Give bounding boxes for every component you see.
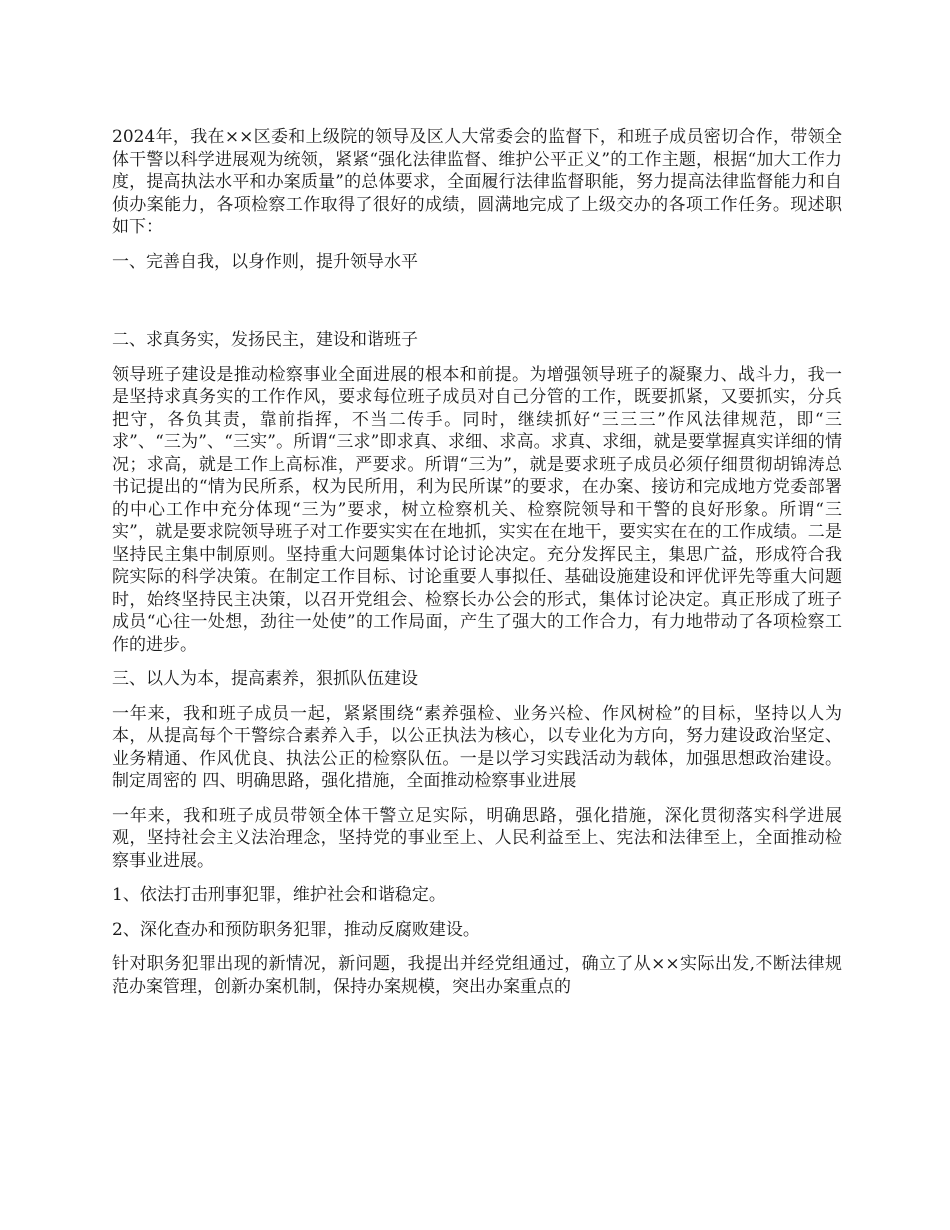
section-heading-1: 一、完善自我，以身作则，提升领导水平 (112, 251, 418, 272)
closing-paragraph: 针对职务犯罪出现的新情况，新问题，我提出并经党组通过，确立了从××实际出发,不断法律规范办案管理，创新办案机制，保持办案规模，突出办案重点的 (112, 954, 842, 997)
list-item-2: 2、深化查办和预防职务犯罪，推动反腐败建设。 (112, 919, 480, 940)
section-2-paragraph: 领导班子建设是推动检察事业全面进展的根本和前提。为增强领导班子的凝聚力、战斗力，我一是坚持求真务实的工作作风，要求每位班子成员对自己分管的工作，既要抓紧，又要抓实，分兵把守，各负其责，靠前指挥，不当二传手。同时，继续抓好“三三三”作风法律规范，即“三求”、“三为”、“三实”。所谓“三求”即求真、求细、求高。求真、求细，就是要掌握真实详细的情况；求高，就是工作上高标准，严要求。所谓“三为”，就是要求班子成员必须仔细贯彻胡锦涛总书记提出的“情为民所系，权为民所用，利为民所谋”的要求，在办案、接访和完成地方党委部署的中心工作中充分体现“三为”要求，树立检察机关、检察院领导和干警的良好形象。所谓“三实”，就是要求院领导班子对工作要实实在在地抓，实实在在地干，要实实在在的工作成绩。二是坚持民主集中制原则。坚持重大问题集体讨论讨论决定。充分发挥民主，集思广益，形成符合我院实际的科学决策。在制定工作目标、讨论重要人事拟任、基础设施建设和评优评先等重大问题时，始终坚持民主决策，以召开党组会、检察长办公会的形式，集体讨论决定。真正形成了班子成员“心往一处想，劲往一处使”的工作局面，产生了强大的工作合力，有力地带动了各项检察工作的进步。 (112, 364, 842, 655)
section-heading-3: 三、以人为本，提高素养，狠抓队伍建设 (112, 669, 418, 689)
document-body (112, 126, 842, 1010)
section-heading-2: 二、求真务实，发扬民主，建设和谐班子 (112, 330, 418, 350)
section-3-paragraph: 一年来，我和班子成员一起，紧紧围绕“素养强检、业务兴检、作风树检”的目标，坚持以人为本，从提高每个干警综合素养入手，以公正执法为核心，以专业化为方向，努力建设政治坚定、业务精通、作风优良、执法公正的检察队伍。一是以学习实践活动为载体，加强思想政治建设。制定周密的 四、明确思路，强化措施，全面推动检察事业进展 (112, 703, 842, 791)
intro-paragraph: 2024年，我在××区委和上级院的领导及区人大常委会的监督下，和班子成员密切合作，带领全体干警以科学进展观为统领，紧紧“强化法律监督、维护公平正义”的工作主题，根据“加大工作力度，提高执法水平和办案质量”的总体要求，全面履行法律监督职能，努力提高法律监督能力和自侦办案能力，各项检察工作取得了很好的成绩，圆满地完成了上级交办的各项工作任务。现述职如下： (112, 127, 842, 237)
list-item-1: 1、依法打击刑事犯罪，维护社会和谐稳定。 (112, 885, 446, 905)
section-4-paragraph: 一年来，我和班子成员带领全体干警立足实际，明确思路，强化措施，深化贯彻落实科学进展观，坚持社会主义法治理念，坚持党的事业至上、人民利益至上、宪法和法律至上，全面推动检察事业进展。 (112, 805, 842, 871)
